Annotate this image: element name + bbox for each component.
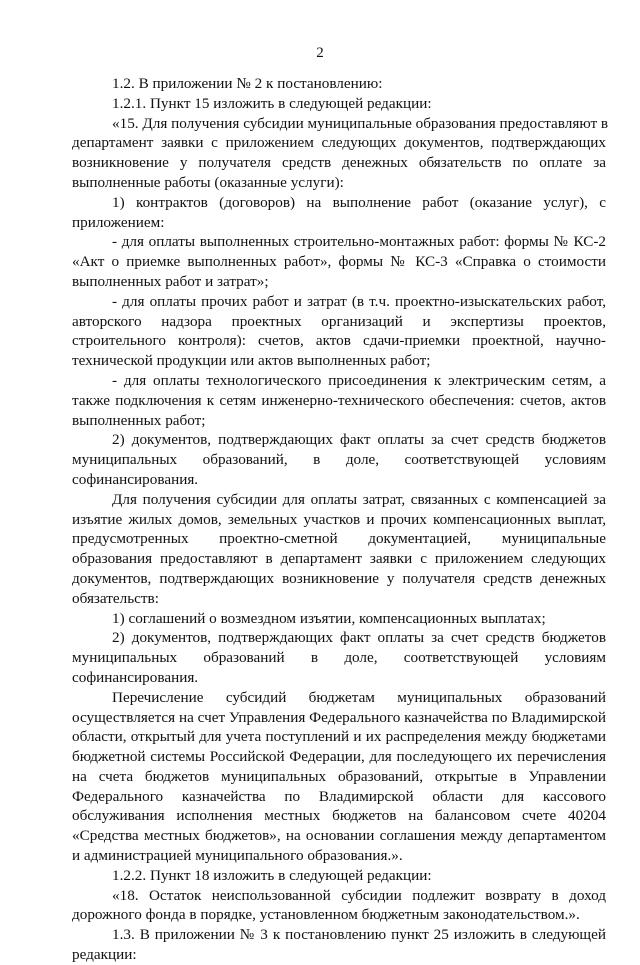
text-line: выполненных работ и затрат»; (72, 272, 269, 290)
text-line: департамент заявки с приложением следующих документов, подтверждающих (72, 134, 606, 152)
text-line: «Акт о приемке выполненных работ», формы № КС-3 «Справка о стоимости (72, 253, 606, 271)
text-line: муниципальных образований, в доле, соответствующей условиям (72, 451, 606, 469)
text-line: 1) соглашений о возмездном изъятии, компенсационных выплатах; (112, 609, 546, 627)
text-line: муниципальных образований в доле, соответствующей условиям (72, 649, 606, 667)
text-line: дорожного фонда в порядке, установленном бюджетным законодательством.». (72, 906, 580, 924)
text-line: «15. Для получения субсидии муниципальные образования предоставляют в (112, 114, 609, 132)
text-line: 1.2.1. Пункт 15 изложить в следующей редакции: (112, 94, 432, 112)
text-line: редакции: (72, 946, 137, 964)
text-line: 1) контрактов (договоров) на выполнение работ (оказание услуг), с (112, 193, 606, 211)
text-line: - для оплаты технологического присоединения к электрическим сетям, а (112, 371, 606, 389)
text-line: осуществляется на счет Управления Федерального казначейства по Владимирской (72, 708, 606, 726)
text-line: 1.2. В приложении № 2 к постановлению: (112, 75, 383, 92)
text-line: - для оплаты выполненных строительно-монтажных работ: формы № КС-2 (112, 233, 606, 251)
text-line: - для оплаты прочих работ и затрат (в т.ч. проектно-изыскательских работ, (112, 292, 606, 310)
text-line: Перечисление субсидий бюджетам муниципальных образований (112, 688, 606, 706)
text-line: 1.3. В приложении № 3 к постановлению пункт 25 изложить в следующей (112, 926, 606, 944)
text-line: «18. Остаток неиспользованной субсидии подлежит возврату в доход (112, 886, 606, 904)
text-line: и администрацией муниципального образования.». (72, 847, 403, 865)
text-line: Федерального казначейства по Владимирской области для кассового (72, 787, 606, 805)
text-line: документов, подтверждающих возникновение у получателя средств денежных (72, 569, 606, 587)
text-line: строительного контроля): счетов, актов сдачи-приемки проектной, научно- (72, 332, 606, 350)
text-line: обслуживания исполнения местных бюджетов на балансовом счете 40204 (72, 807, 606, 825)
text-line: обязательств: (72, 589, 159, 607)
text-line: 1.2.2. Пункт 18 изложить в следующей редакции: (112, 866, 432, 884)
text-line: предусмотренных проектно-сметной документацией, муниципальные (72, 530, 606, 548)
text-line: 2) документов, подтверждающих факт оплаты за счет средств бюджетов (112, 629, 606, 647)
text-line: возникновение у получателя средств денежных обязательств по оплате за (72, 154, 606, 172)
document-body (72, 74, 609, 965)
text-line: выполненные работы (оказанные услуги): (72, 173, 344, 191)
text-line: области, открытый для учета поступлений и их распределения между бюджетами (72, 728, 606, 746)
text-line: на счета бюджетов муниципальных образований, открытые в Управлении (72, 767, 606, 785)
text-line: авторского надзора проектных организаций и экспертизы проектов, (72, 312, 606, 330)
text-line: изъятие жилых домов, земельных участков и прочих компенсационных выплат, (72, 510, 606, 528)
text-line: технической продукции или актов выполненных работ; (72, 352, 431, 370)
text-line: софинансирования. (72, 668, 199, 686)
text-line: бюджетной системы Российской Федерации, для последующего их перечисления (72, 748, 606, 766)
text-line: 2) документов, подтверждающих факт оплаты за счет средств бюджетов (112, 431, 606, 449)
text-line: образования предоставляют в департамент заявки с приложением следующих (72, 550, 606, 568)
text-line: также подключения к сетям инженерно-технического обеспечения: счетов, актов (72, 391, 606, 409)
text-line: «Средства местных бюджетов», на основании соглашения между департаментом (72, 827, 606, 845)
text-line: софинансирования. (72, 470, 199, 488)
text-line: выполненных работ; (72, 411, 206, 429)
text-line: Для получения субсидии для оплаты затрат, связанных с компенсацией за (112, 490, 606, 508)
page-number: 2 (316, 45, 324, 61)
text-line: приложением: (72, 213, 165, 231)
